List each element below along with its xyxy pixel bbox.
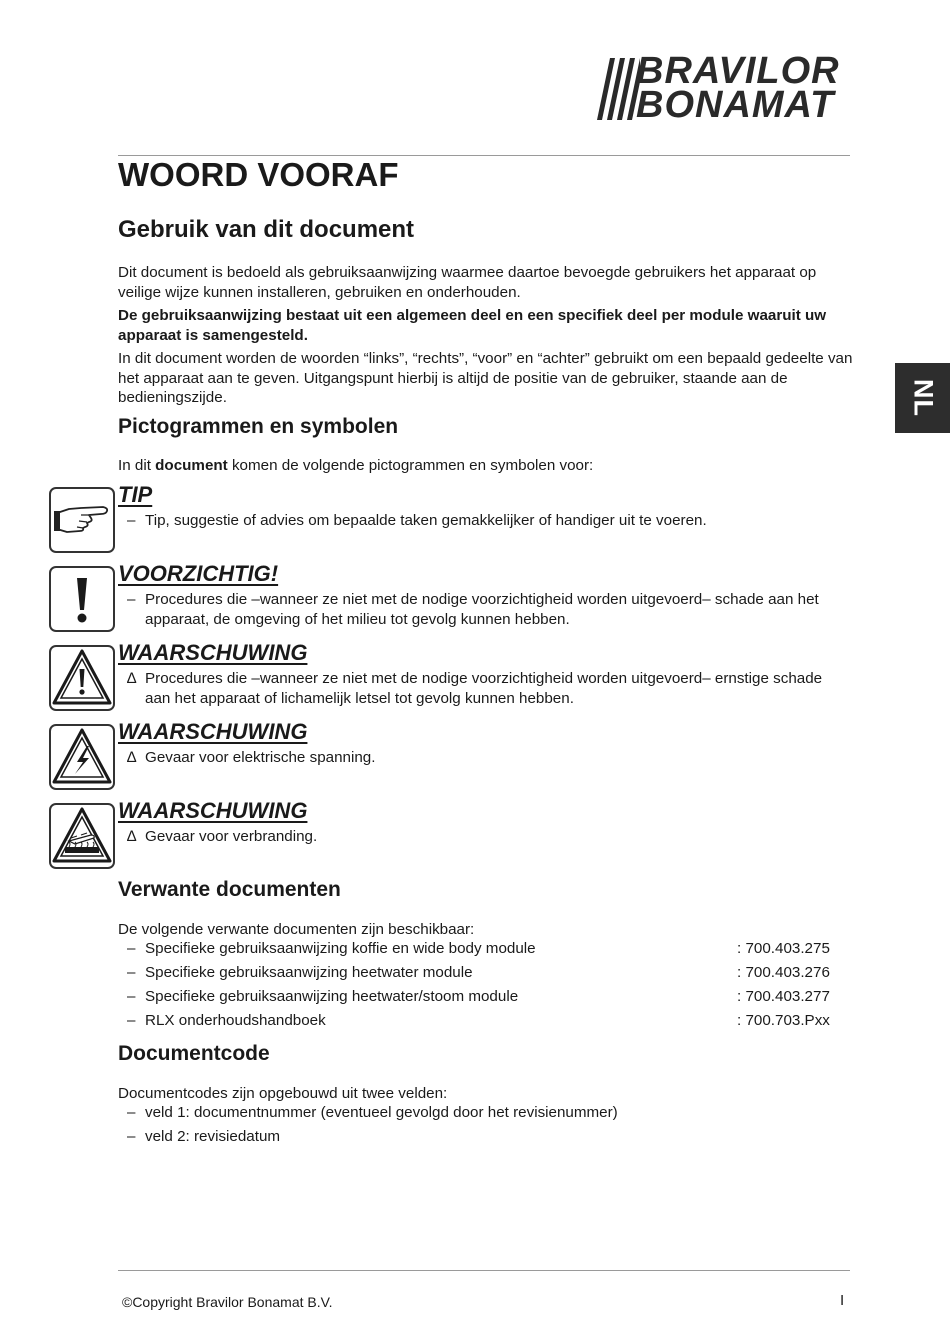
section-heading-related: Verwante documenten [118,878,341,901]
page-title: WOORD VOORAF [118,156,399,193]
logo-word-2: BONAMAT [636,84,835,126]
pictogram-burn [49,803,115,869]
doccode-intro: Documentcodes zijn opgebouwd uit twee velden: [118,1085,448,1102]
symbols-intro-post: komen de volgende pictogrammen en symbolen voor: [227,457,594,474]
symbol-desc-text: Tip, suggestie of advies om bepaalde taken gemakkelijker of handiger uit te voeren. [145,512,707,529]
symbol-title-burn: WAARSCHUWING [118,798,308,823]
related-doc-label: Specifieke gebruiksaanwijzing koffie en wide body module [145,940,536,957]
symbol-desc-electric [127,748,847,768]
logo-word-1: BRAVILOR [636,50,840,92]
logo-stripes-icon [596,54,640,124]
related-intro: De volgende verwante documenten zijn beschikbaar: [118,921,475,938]
usage-paragraph-1: Dit document is bedoeld als gebruiksaanwijzing waarmee daartoe bevoegde gebruikers het apparaat op veilige wijze kunnen installeren, gebruiken en onderhouden. [118,264,817,301]
related-doc-label: Specifieke gebruiksaanwijzing heetwater/stoom module [145,988,519,1005]
symbol-desc-caution [127,590,847,629]
warning-triangle-icon [51,647,113,709]
list-marker: – [127,1128,136,1145]
list-marker: ∆ [127,670,137,687]
related-doc-code: : 700.403.276 [737,964,830,981]
exclamation-icon [51,568,113,630]
footer-copyright: ©Copyright Bravilor Bonamat B.V. [122,1294,333,1310]
footer-rule [118,1270,850,1271]
symbol-desc-warning [127,669,847,708]
electric-hazard-icon [51,726,113,788]
usage-paragraph-2-bold: De gebruiksaanwijzing bestaat uit een algemeen deel en een specifiek deel per module waaruit uw apparaat is samengesteld. [118,307,827,344]
symbol-desc-tip [127,511,847,531]
related-doc-label: Specifieke gebruiksaanwijzing heetwater module [145,964,473,981]
pictogram-warning [49,645,115,711]
symbol-desc-text: Procedures die –wanneer ze niet met de nodige voorzichtigheid worden uitgevoerd– schade aan het apparaat, de omgeving of het milieu tot gevolg kunnen hebben. [145,591,819,628]
usage-paragraph-3: In dit document worden de woorden “links”, “rechts”, “voor” en “achter” gebruikt om een bepaald gedeelte van het apparaat aan te geven. Uitgangspunt hierbij is altijd de positie van de gebruiker, staande aan de bedieningszijde. [118,350,853,406]
usage-paragraph-2 [118,306,853,345]
list-marker: ∆ [127,749,137,766]
symbol-desc-text: Gevaar voor elektrische spanning. [145,749,376,766]
list-marker: – [127,988,136,1005]
symbol-desc-text: Procedures die –wanneer ze niet met de nodige voorzichtigheid worden uitgevoerd– ernstige schade aan het apparaat of lichamelijk letsel tot gevolg kunnen hebben. [145,670,823,707]
section-heading-symbols: Pictogrammen en symbolen [118,415,399,438]
symbols-intro [118,456,853,476]
symbols-intro-bold: document [155,457,228,474]
list-marker: – [127,512,136,529]
language-tab-label: NL [908,379,938,417]
symbol-desc-burn [127,827,847,847]
section-heading-doccode: Documentcode [118,1042,270,1065]
pictogram-electric [49,724,115,790]
pointing-hand-icon [51,489,113,551]
brand-logo [596,50,850,126]
list-marker: – [127,1104,136,1121]
symbols-intro-pre: In dit [118,457,156,474]
related-doc-code: : 700.703.Pxx [737,1012,830,1029]
related-doc-code: : 700.403.277 [737,988,830,1005]
pictogram-caution [49,566,115,632]
related-doc-code: : 700.403.275 [737,940,830,957]
doccode-field-label: veld 1: documentnummer (eventueel gevolgd door het revisienummer) [145,1104,618,1121]
section-heading-usage: Gebruik van dit document [118,216,415,243]
list-marker: – [127,1012,136,1029]
pictogram-tip [49,487,115,553]
language-tab [895,363,950,433]
symbol-title-tip: TIP [118,482,153,507]
doccode-field-label: veld 2: revisiedatum [145,1128,281,1145]
page-number: I [840,1292,845,1309]
burn-hazard-icon [51,805,113,867]
related-doc-label: RLX onderhoudshandboek [145,1012,326,1029]
symbol-title-warning: WAARSCHUWING [118,640,308,665]
list-marker: – [127,964,136,981]
symbol-desc-text: Gevaar voor verbranding. [145,828,318,845]
symbol-title-electric: WAARSCHUWING [118,719,308,744]
list-marker: ∆ [127,828,137,845]
symbol-title-caution: VOORZICHTIG! [118,561,279,586]
list-marker: – [127,940,136,957]
list-marker: – [127,591,136,608]
